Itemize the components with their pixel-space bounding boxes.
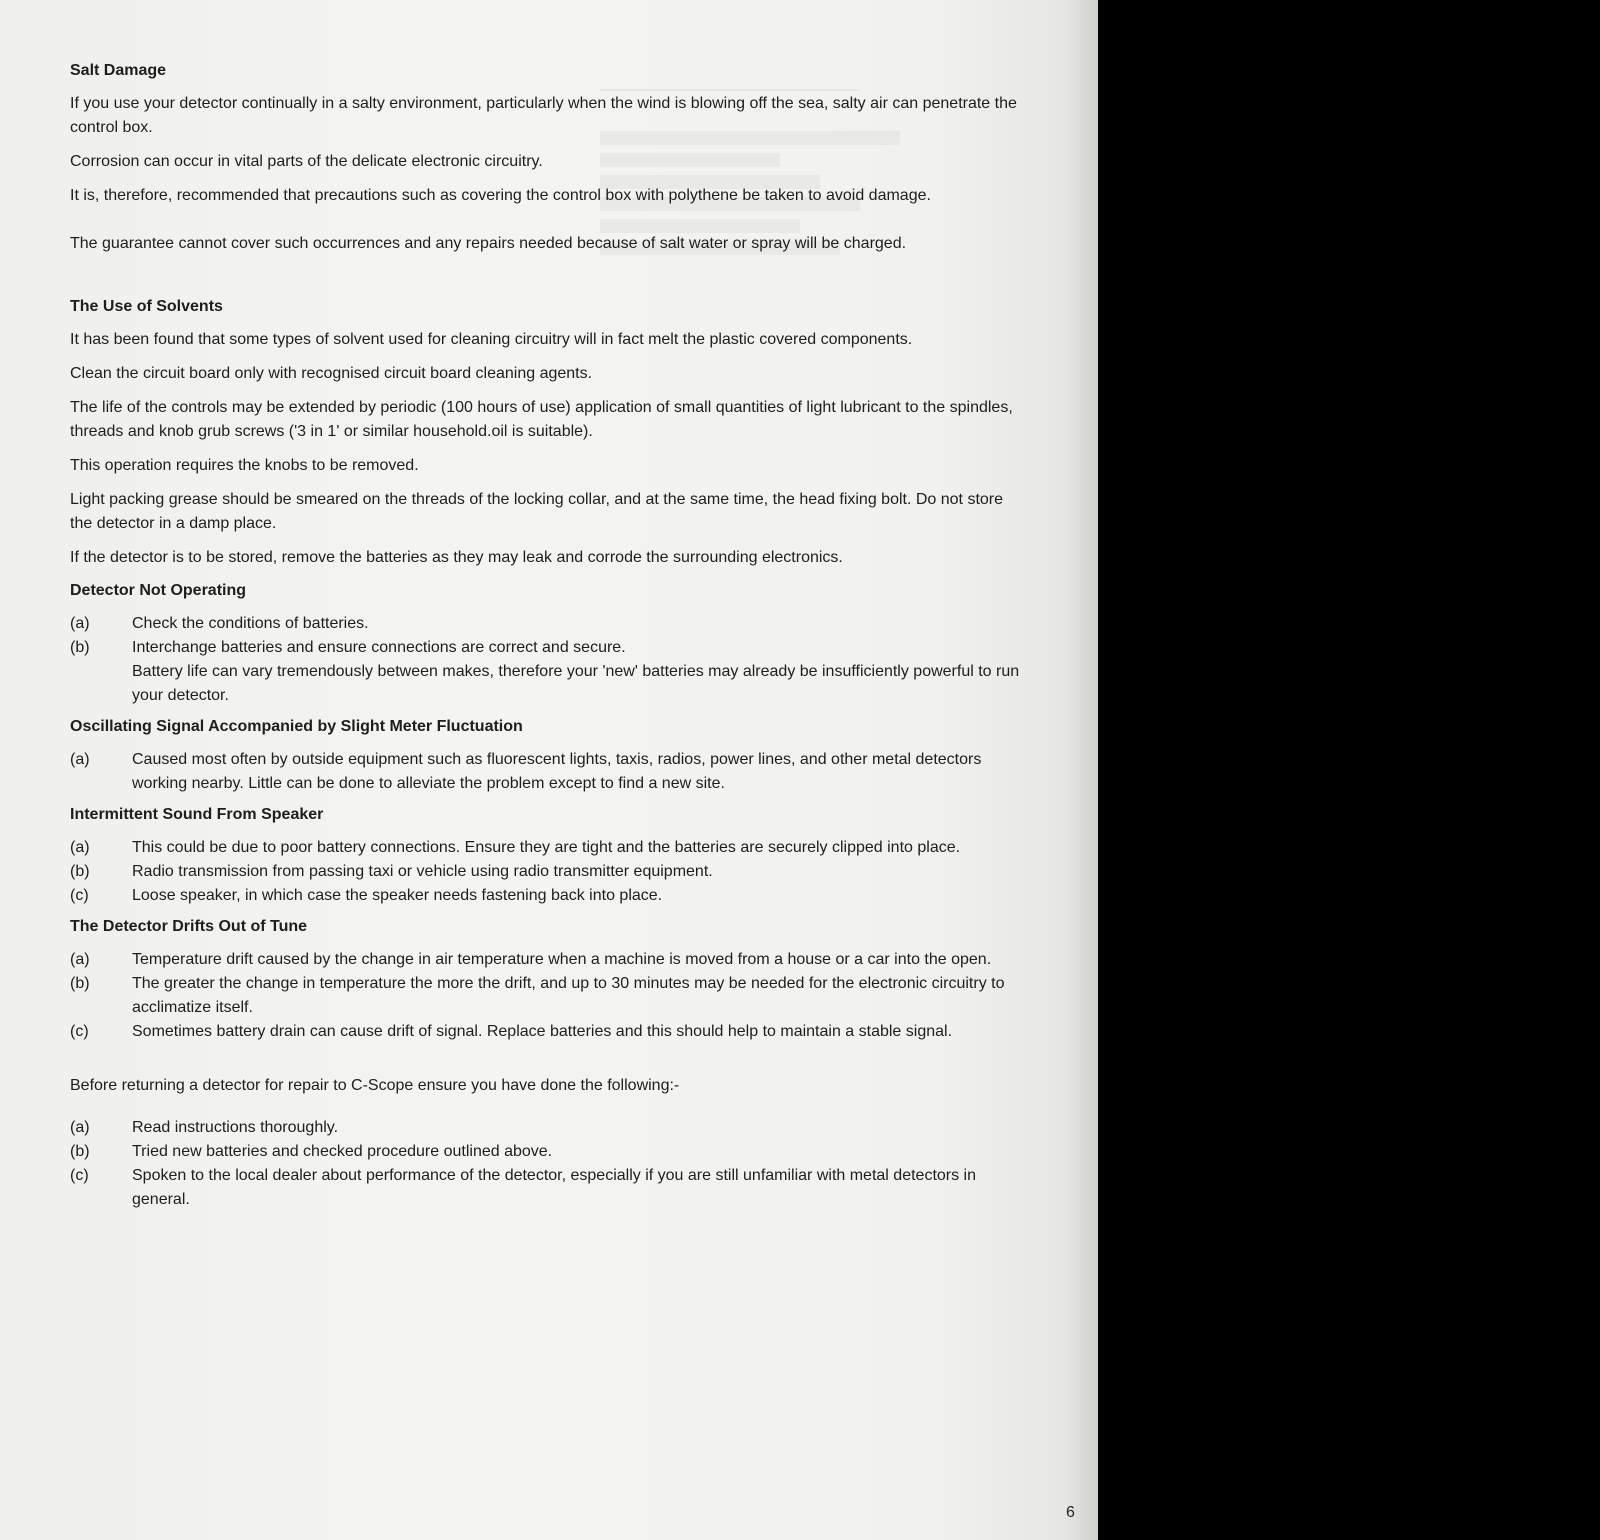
list-text: The greater the change in temperature the more the drift, and up to 30 minutes may be needed for the electronic circuitry to acclimatize itself. [132,975,1005,1016]
list-item [70,948,1020,972]
section-heading-intermittent-sound: Intermittent Sound From Speaker [70,806,324,823]
paragraph-returning-intro: Before returning a detector for repair to C-Scope ensure you have done the following:- [70,1077,680,1094]
page-number: 6 [1066,1504,1075,1521]
list-marker: (c) [70,887,89,904]
list-text: Check the conditions of batteries. [132,615,369,632]
list-item [70,1116,1020,1140]
list-text: This could be due to poor battery connections. Ensure they are tight and the batteries are securely clipped into place. [132,839,961,856]
list-item [70,1020,1020,1044]
list-item [70,860,1020,884]
list-text: Temperature drift caused by the change in air temperature when a machine is moved from a house or a car into the open. [132,951,992,968]
list-text: Battery life can vary tremendously between makes, therefore your 'new' batteries may already be insufficiently powerful to run your detector. [132,663,1020,704]
paragraph: This operation requires the knobs to be removed. [70,457,419,474]
section-heading-salt-damage: Salt Damage [70,62,167,79]
list-item [70,884,1020,908]
list-item [70,612,1020,636]
list-marker: (a) [70,751,90,768]
paragraph: The guarantee cannot cover such occurrences and any repairs needed because of salt water or spray will be charged. [70,235,907,252]
paragraph: Corrosion can occur in vital parts of the delicate electronic circuitry. [70,153,543,170]
section-heading-drifts-out-of-tune: The Detector Drifts Out of Tune [70,918,308,935]
paragraph: It is, therefore, recommended that precautions such as covering the control box with polythene be taken to avoid damage. [70,187,931,204]
list-item [70,636,1020,660]
list-text: Spoken to the local dealer about performance of the detector, especially if you are still unfamiliar with metal detectors in general. [132,1167,977,1208]
list-marker: (b) [70,863,90,880]
document-body [70,60,1020,1220]
list-marker: (a) [70,615,90,632]
list [70,612,1020,708]
list-text: Radio transmission from passing taxi or vehicle using radio transmitter equipment. [132,863,713,880]
list-text: Caused most often by outside equipment such as fluorescent lights, taxis, radios, power lines, and other metal detectors working nearby. Little can be done to alleviate the problem except to find a new site. [132,751,982,792]
list-marker: (b) [70,639,90,656]
paragraph: It has been found that some types of solvent used for cleaning circuitry will in fact melt the plastic covered components. [70,331,913,348]
list-item [70,1164,1020,1212]
list-marker: (c) [70,1167,89,1184]
list-marker: (a) [70,839,90,856]
list-item [70,972,1020,1020]
black-background-area [1098,0,1600,1540]
paragraph: If you use your detector continually in a salty environment, particularly when the wind is blowing off the sea, salty air can penetrate the control box. [70,95,1017,136]
list-item [70,1140,1020,1164]
list [70,748,1020,796]
section-heading-use-of-solvents: The Use of Solvents [70,298,223,315]
section-heading-detector-not-operating: Detector Not Operating [70,582,247,599]
list-text: Loose speaker, in which case the speaker needs fastening back into place. [132,887,663,904]
list [70,1116,1020,1212]
list [70,836,1020,908]
list-marker: (a) [70,1119,90,1136]
list-marker: (b) [70,975,90,992]
list [70,948,1020,1044]
paragraph: Clean the circuit board only with recognised circuit board cleaning agents. [70,365,593,382]
list-text: Interchange batteries and ensure connections are correct and secure. [132,639,626,656]
list-text: Read instructions thoroughly. [132,1119,339,1136]
list-marker: (c) [70,1023,89,1040]
paragraph: The life of the controls may be extended by periodic (100 hours of use) application of small quantities of light lubricant to the spindles, threads and knob grub screws ('3 in 1' or similar household.oil is suitable). [70,399,1013,440]
list-marker: (b) [70,1143,90,1160]
list-item [70,836,1020,860]
section-heading-oscillating-signal: Oscillating Signal Accompanied by Slight Meter Fluctuation [70,718,523,735]
paragraph: Light packing grease should be smeared on the threads of the locking collar, and at the same time, the head fixing bolt. Do not store the detector in a damp place. [70,491,1004,532]
paragraph: If the detector is to be stored, remove the batteries as they may leak and corrode the surrounding electronics. [70,549,843,566]
list-text: Sometimes battery drain can cause drift of signal. Replace batteries and this should help to maintain a stable signal. [132,1023,953,1040]
list-item [70,748,1020,796]
list-item-continuation [70,660,1020,708]
list-marker: (a) [70,951,90,968]
list-text: Tried new batteries and checked procedure outlined above. [132,1143,553,1160]
